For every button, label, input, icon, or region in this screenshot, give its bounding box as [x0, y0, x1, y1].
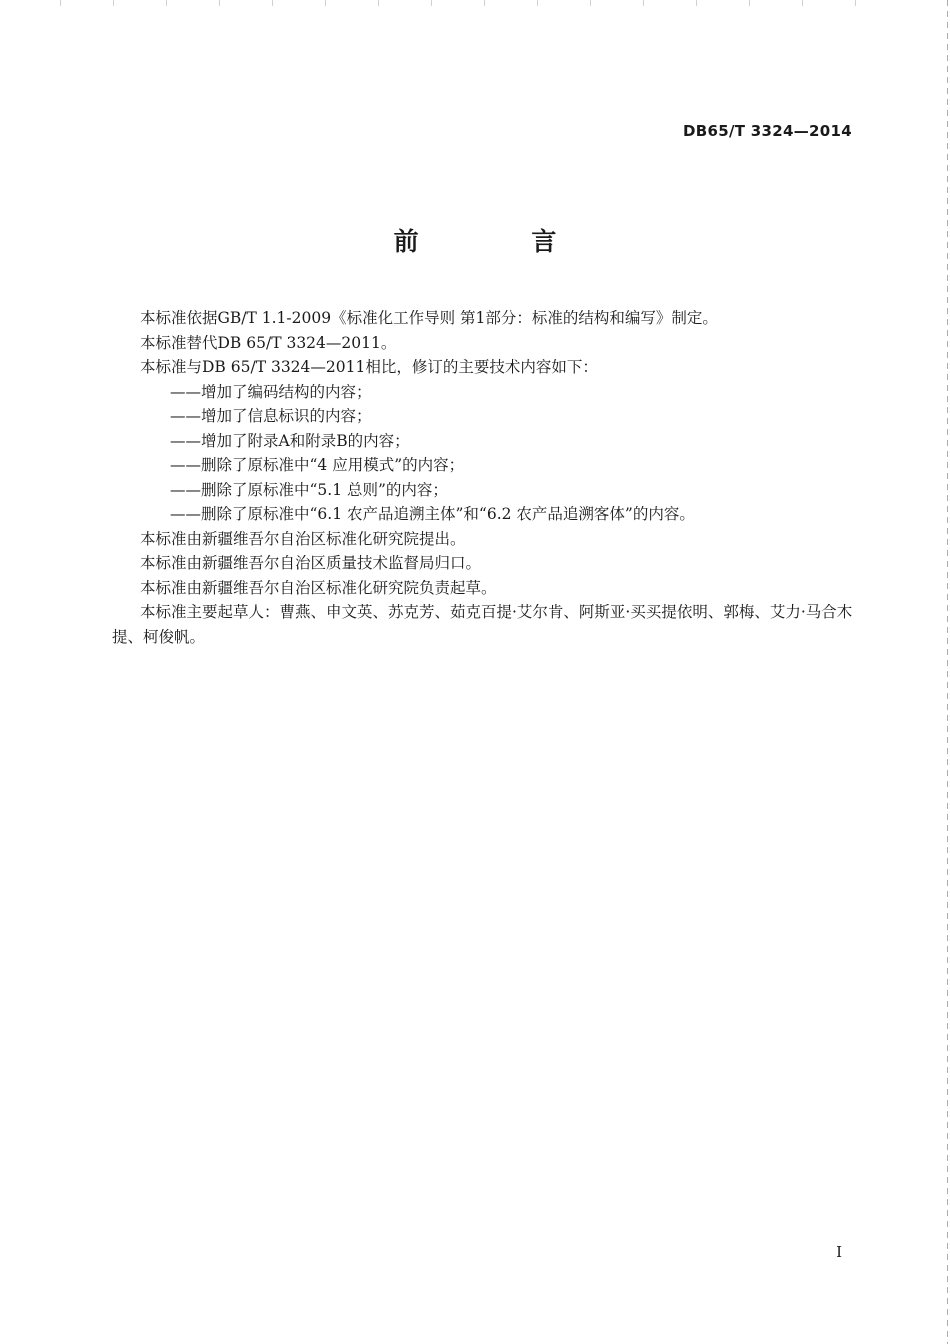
paragraph-replaces: 本标准替代DB 65/T 3324—2011。: [140, 333, 397, 352]
paragraph-changes-intro: 本标准与DB 65/T 3324—2011相比，修订的主要技术内容如下：: [140, 358, 598, 376]
standard-code: DB65/T 3324—2014: [683, 122, 852, 140]
list-item: ——增加了附录A和附录B的内容；: [170, 431, 410, 450]
list-item: ——删除了原标准中“5.1 总则”的内容；: [170, 480, 448, 499]
list-item: ——增加了编码结构的内容；: [170, 382, 372, 401]
scan-edge-line: [947, 0, 948, 1344]
foreword-body: [112, 306, 862, 649]
list-item: ——增加了信息标识的内容；: [170, 407, 372, 425]
page-title: 前 言: [393, 227, 609, 256]
scan-top-marks: [60, 0, 890, 6]
paragraph-proposed-by: 本标准由新疆维吾尔自治区标准化研究院提出。: [140, 529, 466, 548]
paragraph-drafted-by: 本标准由新疆维吾尔自治区标准化研究院负责起草。: [140, 578, 497, 597]
list-item: ——删除了原标准中“6.1 农产品追溯主体”和“6.2 农产品追溯客体”的内容。: [170, 505, 695, 523]
list-item: ——删除了原标准中“4 应用模式”的内容；: [170, 456, 465, 474]
paragraph-basis: 本标准依据GB/T 1.1-2009《标准化工作导则 第1部分：标准的结构和编写》制定。: [140, 309, 718, 327]
paragraph-drafters: 本标准主要起草人：曹燕、申文英、苏克芳、茹克百提·艾尔肯、阿斯亚·买买提依明、郭梅、艾力·马合木提、柯俊帆。: [112, 603, 853, 646]
page-number: I: [836, 1243, 842, 1261]
paragraph-managed-by: 本标准由新疆维吾尔自治区质量技术监督局归口。: [140, 554, 482, 572]
